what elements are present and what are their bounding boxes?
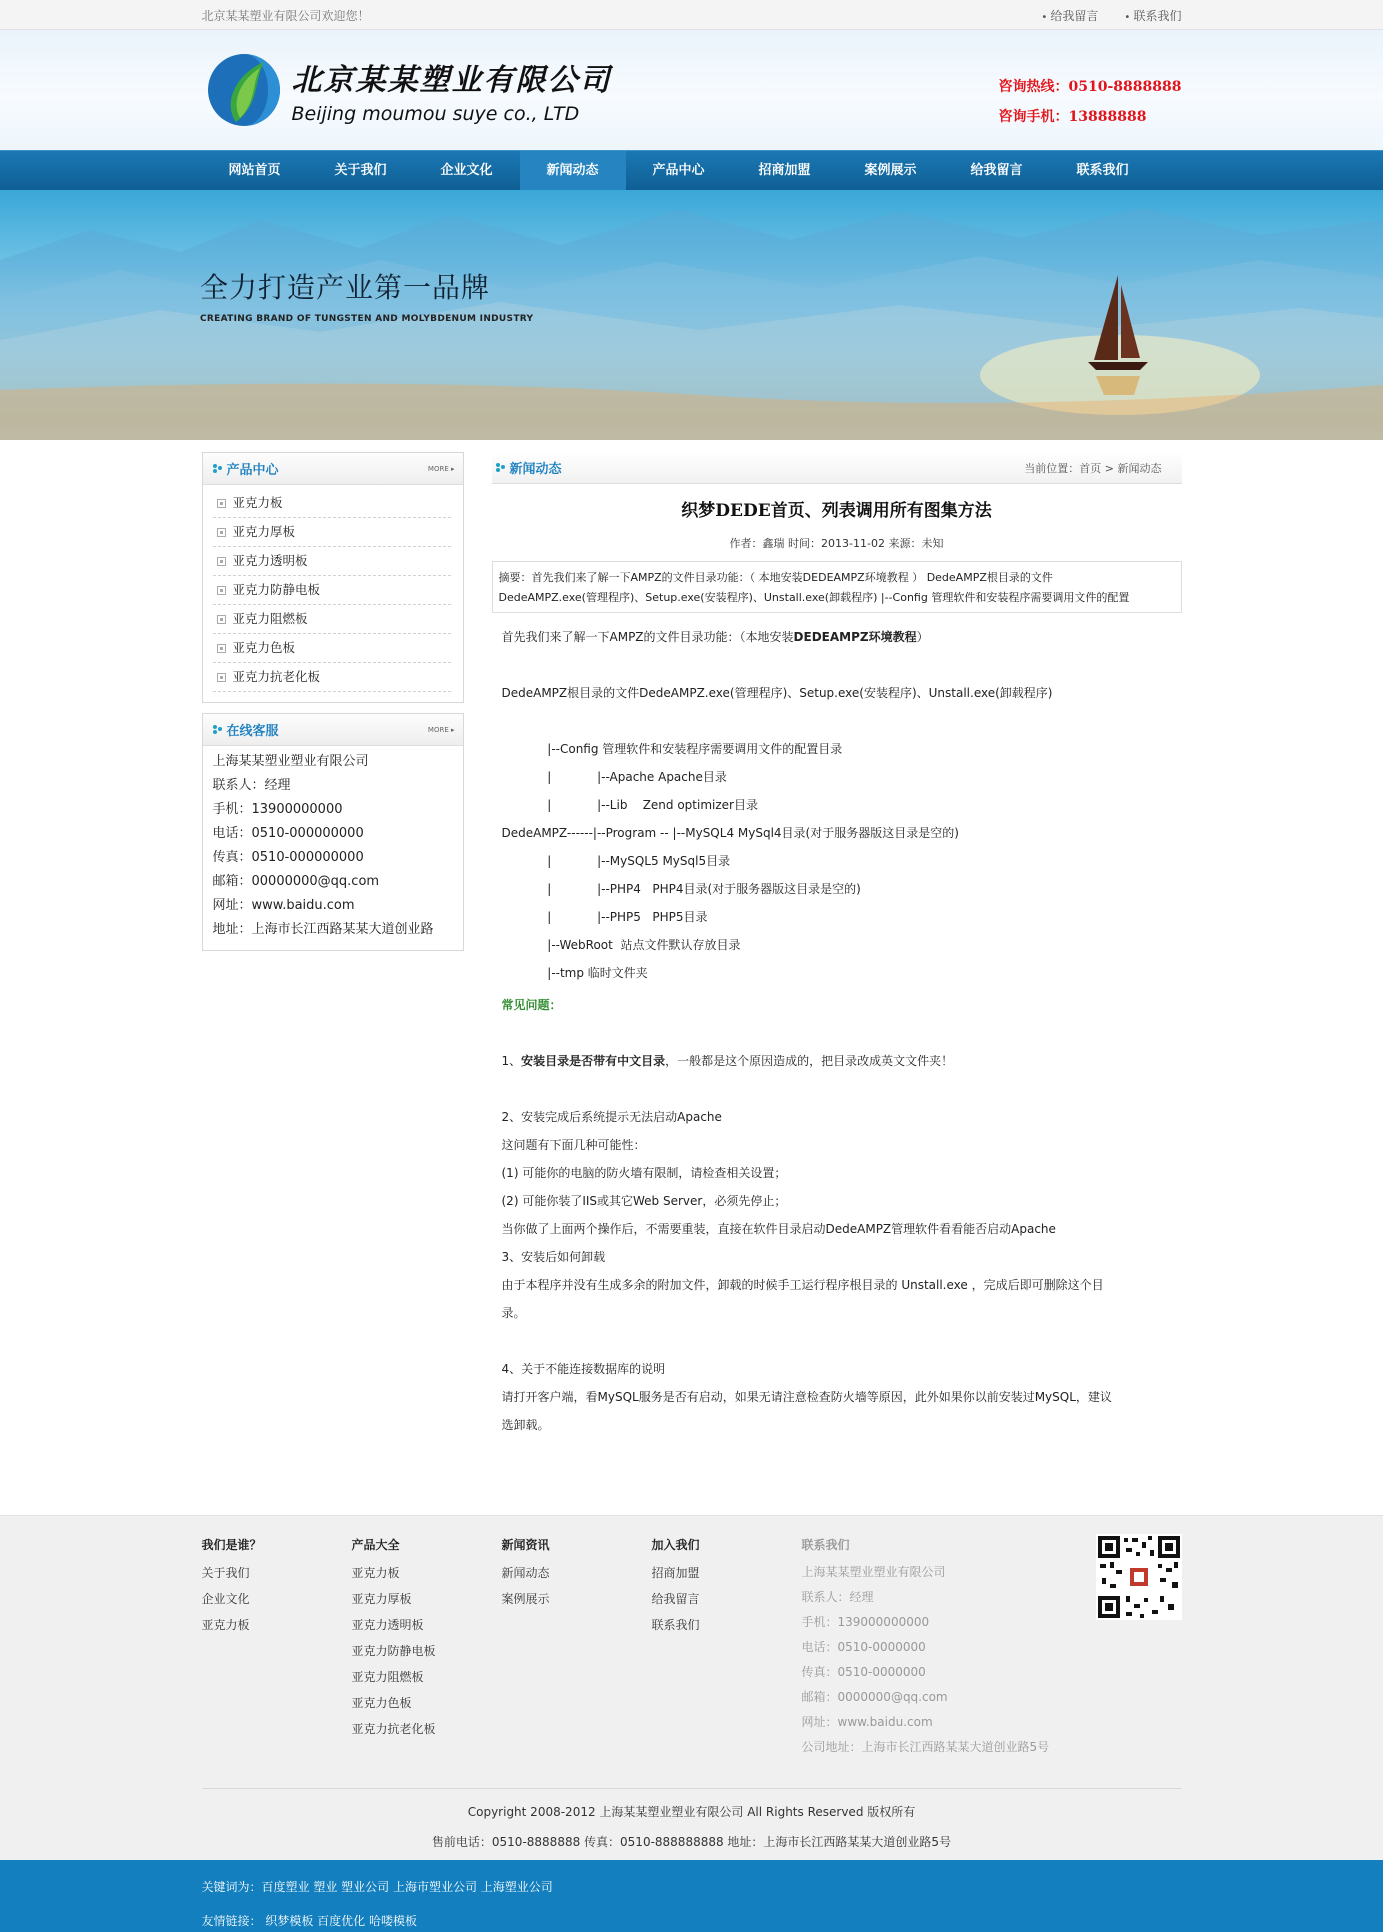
more-arrow-icon: ▸ [450,725,455,734]
footer-link[interactable]: 企业文化 [201,1592,250,1606]
list-item[interactable]: 亚克力板 [213,489,451,518]
footer-col-title: 加入我们 [651,1538,700,1552]
service-more-link[interactable]: MORE ▸ [427,725,455,734]
breadcrumb[interactable]: 当前位置：首页 > 新闻动态 [1024,461,1162,475]
tree-line: |--WebRoot 站点文件默认存放目录 [501,938,741,952]
main-area [202,440,1182,1439]
online-service-title: 在线客服 [226,724,279,739]
tree-line: DedeAMPZ------|--Program -- |--MySQL4 MySql4目录(对于服务器版这目录是空的) [501,826,959,840]
article-title: 织梦DEDE首页、列表调用所有图集方法 [681,501,992,521]
friend-links-row[interactable]: 友情链接： 织梦模板 百度优化 哈喽模板 [201,1914,417,1928]
tree-line: |--Config 管理软件和安装程序需要调用文件的配置目录 [501,742,843,756]
service-fax: 传真：0510-000000000 [212,850,364,865]
footer-col-title: 产品大全 [351,1538,400,1552]
footer-link[interactable]: 亚克力色板 [351,1696,412,1710]
tree-line: | |--PHP5 PHP5目录 [501,910,708,924]
site-footer [0,1515,1383,1860]
footer-contact-line: 手机：139000000000 [801,1615,930,1629]
article-body [492,613,1182,1439]
bullet-square-icon [217,499,226,508]
footer-link[interactable]: 关于我们 [201,1566,250,1580]
footer-contact-line: 网址：www.baidu.com [801,1715,933,1729]
product-more-link[interactable]: MORE ▸ [427,464,455,473]
list-item[interactable]: 亚克力防静电板 [213,576,451,605]
product-center-title: 产品中心 [226,463,279,478]
footer-col-products [352,1536,502,1760]
faq-question: 1、安装目录是否带有中文目录，一般都是这个原因造成的，把目录改成英文文件夹！ [501,1054,954,1068]
service-company: 上海某某塑业塑业有限公司 [212,754,369,769]
tree-line: | |--Apache Apache目录 [501,770,727,784]
nav-item-news[interactable]: 新闻动态 [520,151,626,191]
service-address: 地址：上海市长江西路某某大道创业路 [212,922,434,937]
faq-title: 常见问题： [501,998,562,1012]
logo-english-name: Beijing moumou suye co., LTD [291,103,580,125]
footer-link[interactable]: 亚克力板 [351,1566,400,1580]
service-website: 网址：www.baidu.com [212,898,355,913]
hotline-block [999,72,1182,132]
top-link-message[interactable]: • 给我留言 [1041,7,1098,24]
summary-line: DedeAMPZ.exe(管理程序)、Setup.exe(安装程序)、Unstall.exe(卸载程序) |--Config 管理软件和安装程序需要调用文件的配置 [498,591,1130,604]
footer-link[interactable]: 新闻动态 [501,1566,550,1580]
faq-answer: 录。 [501,1306,526,1320]
tree-line: | |--Lib Zend optimizer目录 [501,798,758,812]
service-contact-person: 联系人：经理 [212,778,291,793]
keywords-row: 关键词为：百度塑业 塑业 塑业公司 上海市塑业公司 上海塑业公司 [201,1880,553,1894]
article-summary [492,561,1182,613]
faq-question: 3、安装后如何卸载 [501,1250,606,1264]
service-contact-list [203,746,463,950]
section-dots-icon [213,725,222,734]
footer-link[interactable]: 亚克力透明板 [351,1618,424,1632]
faq-answer: 由于本程序并没有生成多余的附加文件，卸载的时候手工运行程序根目录的 Unstall.exe ，完成后即可删除这个目 [501,1278,1104,1292]
qr-code-icon [1096,1534,1182,1620]
service-phone: 电话：0510-000000000 [212,826,364,841]
footer-contact-line: 公司地址：上海市长江西路某某大道创业路5号 [801,1740,1050,1754]
footer-link[interactable]: 亚克力防静电板 [351,1644,436,1658]
faq-answer: (2) 可能你装了IIS或其它Web Server，必须先停止； [501,1194,787,1208]
more-arrow-icon: ▸ [450,464,455,473]
nav-item-contact[interactable]: 联系我们 [1076,163,1129,178]
bullet-square-icon [217,528,226,537]
footer-col-about [202,1536,352,1760]
service-mobile: 手机：13900000000 [212,802,343,817]
welcome-text: 北京某某塑业有限公司欢迎您！ [201,8,370,23]
footer-contact-line: 联系人：经理 [801,1590,874,1604]
footer-contact [802,1536,1062,1760]
list-item[interactable]: 亚克力抗老化板 [213,663,451,692]
top-bar [0,0,1383,30]
section-dots-icon [213,464,222,473]
online-service-box [202,713,464,951]
hotline-phone: 咨询热线：0510-8888888 [998,79,1182,95]
nav-item-products[interactable]: 产品中心 [652,163,705,178]
section-title: 新闻动态 [509,462,562,477]
faq-answer: 选卸载。 [501,1418,550,1432]
list-item[interactable]: 亚克力阻燃板 [213,605,451,634]
tree-line: | |--PHP4 PHP4目录(对于服务器版这目录是空的) [501,882,861,896]
logo-chinese-name: 北京某某塑业有限公司 [291,63,612,98]
footer-contact-line: 邮箱：0000000@qq.com [801,1690,948,1704]
footer-col-title: 我们是谁？ [201,1538,262,1552]
bullet-square-icon [217,615,226,624]
product-list [203,485,463,702]
main-nav [0,150,1383,190]
faq-answer: (1) 可能你的电脑的防火墙有限制，请检查相关设置； [501,1166,787,1180]
footer-contact-line: 传真：0510-0000000 [801,1665,926,1679]
footer-col-news [502,1536,652,1760]
nav-item-franchise[interactable]: 招商加盟 [758,163,811,178]
bottom-bar [0,1860,1383,1932]
footer-link[interactable]: 招商加盟 [651,1566,700,1580]
footer-link[interactable]: 亚克力厚板 [351,1592,412,1606]
bullet-square-icon [217,557,226,566]
banner-slogan [200,266,533,324]
hero-banner [0,190,1383,440]
list-item[interactable]: 亚克力透明板 [213,547,451,576]
footer-contact-info: 售前电话：0510-8888888 传真：0510-888888888 地址：上海市长江西路某某大道创业路5号 [431,1835,952,1849]
copyright-text: Copyright 2008-2012 上海某某塑业塑业有限公司 All Rights Reserved 版权所有 [467,1805,916,1819]
footer-contact-line: 电话：0510-0000000 [801,1640,926,1654]
footer-link[interactable]: 案例展示 [501,1592,550,1606]
footer-link[interactable]: 亚克力阻燃板 [351,1670,424,1684]
product-center-box [202,452,464,703]
footer-link[interactable]: 给我留言 [651,1592,700,1606]
slogan-chinese: 全力打造产业第一品牌 [200,271,491,304]
faq-question: 2、安装完成后系统提示无法启动Apache [501,1110,722,1124]
nav-item-message[interactable]: 给我留言 [970,163,1023,178]
section-dots-icon [496,463,505,472]
slogan-english: CREATING BRAND OF TUNGSTEN AND MOLYBDENUM INDUSTRY [200,314,534,324]
bullet-square-icon [217,673,226,682]
summary-line: 摘要：首先我们来了解一下AMPZ的文件目录功能：（ 本地安装DEDEAMPZ环境教程 ） DedeAMPZ根目录的文件 [498,571,1053,584]
tree-line: |--tmp 临时文件夹 [501,966,648,980]
service-email: 邮箱：00000000@qq.com [212,874,380,889]
bullet-square-icon [217,644,226,653]
article-paragraph: DedeAMPZ根目录的文件DedeAMPZ.exe(管理程序)、Setup.exe(安装程序)、Unstall.exe(卸载程序) [501,686,1053,700]
tree-line: | |--MySQL5 MySql5目录 [501,854,731,868]
footer-col-join [652,1536,802,1760]
footer-link[interactable]: 亚克力抗老化板 [351,1722,436,1736]
bullet-square-icon [217,586,226,595]
article-paragraph: 首先我们来了解一下AMPZ的文件目录功能：（本地安装DEDEAMPZ环境教程） [501,630,929,644]
hotline-mobile: 咨询手机：13888888 [998,109,1147,125]
article-meta: 作者：鑫瑞 时间：2013-11-02 来源：未知 [729,537,944,550]
top-links [1041,7,1181,24]
faq-answer: 请打开客户端，看MySQL服务是否有启动，如果无请注意检查防火墙等原因，此外如果你以前安装过MySQL，建议 [501,1390,1112,1404]
footer-link[interactable]: 联系我们 [651,1618,700,1632]
content-header [492,452,1182,484]
footer-link[interactable]: 亚克力板 [201,1618,250,1632]
article-content [492,452,1182,1439]
footer-contact-line: 上海某某塑业塑业有限公司 [801,1565,946,1579]
nav-item-about[interactable]: 关于我们 [334,163,387,178]
sidebar [202,452,464,961]
footer-col-title: 联系我们 [801,1538,850,1552]
list-item[interactable]: 亚克力色板 [213,634,451,663]
faq-question: 4、关于不能连接数据库的说明 [501,1362,666,1376]
nav-item-culture[interactable]: 企业文化 [440,163,493,178]
list-item[interactable]: 亚克力厚板 [213,518,451,547]
faq-answer: 这问题有下面几种可能性： [501,1138,646,1152]
site-header [0,30,1383,150]
faq-answer: 当你做了上面两个操作后，不需要重装，直接在软件目录启动DedeAMPZ管理软件看看能否启动Apache [501,1222,1056,1236]
site-logo[interactable] [206,52,612,128]
footer-col-title: 新闻资讯 [501,1538,550,1552]
top-link-contact[interactable]: • 联系我们 [1124,7,1181,24]
logo-mark-icon [206,52,282,128]
nav-item-cases[interactable]: 案例展示 [864,163,917,178]
nav-item-home[interactable]: 网站首页 [228,163,281,178]
